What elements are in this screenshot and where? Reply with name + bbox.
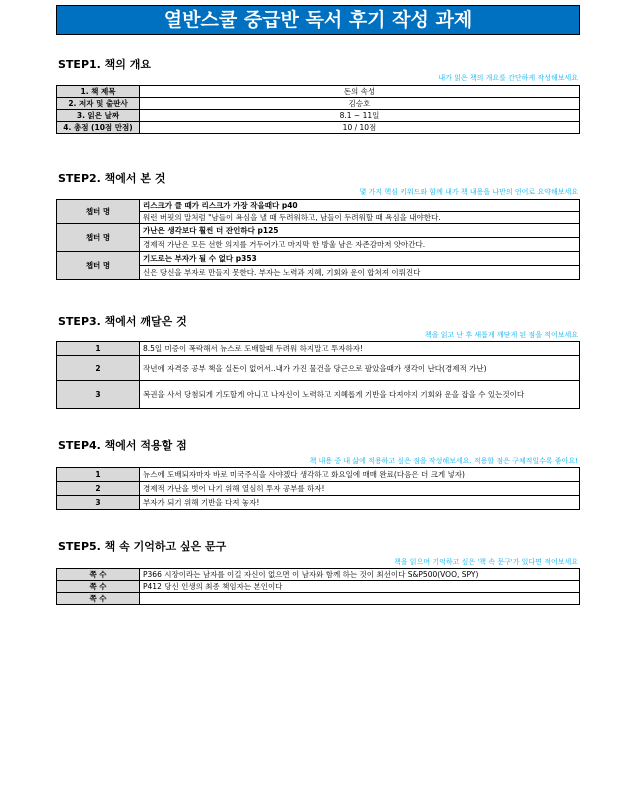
row-number: 1 [57,468,140,482]
table-row [57,581,580,593]
application-text: 뉴스에 도배되자마자 바로 미국주식을 사야겠다 생각하고 화요일에 매매 완료(다음은 더 크게 넣자) [140,468,580,482]
chapter-summary: 신은 당신을 부자로 만들지 못한다. 부자는 노력과 지혜, 기회와 운이 합쳐져 이뤄진다 [140,266,580,280]
table-row [57,98,580,110]
row-number: 2 [57,482,140,496]
author-value: 김승호 [140,98,580,110]
table-row [57,356,580,381]
table-row [57,342,580,356]
chapter-title: 가난은 생각보다 훨씬 더 잔인하다 p125 [140,224,580,238]
step3-heading: STEP3. 책에서 깨달은 것 [58,315,187,328]
realization-text: 8.5일 미증이 폭락해서 뉴스로 도배할때 두려워 하지말고 투자하자! [140,342,580,356]
step5-heading: STEP5. 책 속 기억하고 싶은 문구 [58,540,227,553]
chapter-summary: 워런 버핏의 말처럼 "남들이 욕심을 낼 때 두려워하고, 남들이 두려워할 때 욕심을 내야한다. [140,212,580,224]
table-row [57,468,580,482]
table-row [57,200,580,212]
step3-hint: 책을 읽고 난 후 새롭게 깨닫게 된 점을 적어보세요 [424,331,578,339]
chapter-title: 리스크가 클 때가 리스크가 가장 작을때다 p40 [140,200,580,212]
table-row [57,224,580,238]
table-row [57,593,580,605]
application-text: 경제적 가난을 벗어 나기 위해 열심히 투자 공부를 하자! [140,482,580,496]
step4-hint: 책 내용 중 내 삶에 적용하고 싶은 점을 작성해보세요. 적용할 점은 구체적일수록 좋아요! [309,457,578,465]
page-label: 쪽 수 [57,581,140,593]
row-number: 3 [57,496,140,510]
row-number: 1 [57,342,140,356]
chapter-label: 챕터 명 [57,200,140,224]
quote-text: P412 당신 인생의 최종 책임자는 본인이다 [140,581,580,593]
table-row [57,86,580,98]
step2-heading: STEP2. 책에서 본 것 [58,172,166,185]
book-overview-table [56,85,580,134]
table-row [57,496,580,510]
chapter-title: 기도로는 부자가 될 수 없다 p353 [140,252,580,266]
table-row [57,381,580,409]
chapter-label: 챕터 명 [57,252,140,280]
row-number: 2 [57,356,140,381]
quote-text [140,593,580,605]
realization-table [56,341,580,409]
author-label: 2. 저자 및 출판사 [57,98,140,110]
step2-hint: 몇 가지 핵심 키워드와 함께 내가 책 내용을 나만의 언어로 요약해보세요 [359,188,578,196]
book-title-value: 돈의 속성 [140,86,580,98]
table-row [57,122,580,134]
table-row [57,110,580,122]
date-value: 8.1 ~ 11일 [140,110,580,122]
chapter-label: 챕터 명 [57,224,140,252]
realization-text: 복권을 사서 당첨되게 기도할게 아니고 나자신이 노력하고 지혜롭게 기반을 다져야지 기회와 운을 잡을 수 있는것이다 [140,381,580,409]
page-label: 쪽 수 [57,569,140,581]
page-title: 열반스쿨 중급반 독서 후기 작성 과제 [56,5,580,35]
table-row [57,569,580,581]
table-row [57,482,580,496]
application-text: 부자가 되기 위해 기반을 다져 놓자! [140,496,580,510]
score-value: 10 / 10점 [140,122,580,134]
step1-heading: STEP1. 책의 개요 [58,58,151,71]
date-label: 3. 읽은 날짜 [57,110,140,122]
chapter-summary: 경제적 가난은 모든 선한 의지를 거두어가고 마지막 한 방울 남은 자존감마저 앗아간다. [140,238,580,252]
step5-hint: 책을 읽으며 기억하고 싶은 '책 속 문구'가 있다면 적어보세요 [394,558,578,566]
step4-heading: STEP4. 책에서 적용할 점 [58,439,187,452]
chapter-summary-table [56,199,580,280]
quote-table [56,568,580,605]
row-number: 3 [57,381,140,409]
quote-text: P366 시장이라는 남자를 이길 자신이 없으면 이 남자와 함께 하는 것이 최선이다 S&P500(VOO, SPY) [140,569,580,581]
realization-text: 작년에 자격증 공부 책을 실돈이 없어서..내가 가진 물건을 당근으로 팔았을때가 생각이 난다(경제적 가난) [140,356,580,381]
title-label: 1. 책 제목 [57,86,140,98]
page-label: 쪽 수 [57,593,140,605]
score-label: 4. 총점 (10점 만점) [57,122,140,134]
table-row [57,252,580,266]
application-table [56,467,580,510]
step1-hint: 내가 읽은 책의 개요를 간단하게 작성해보세요 [438,74,578,82]
